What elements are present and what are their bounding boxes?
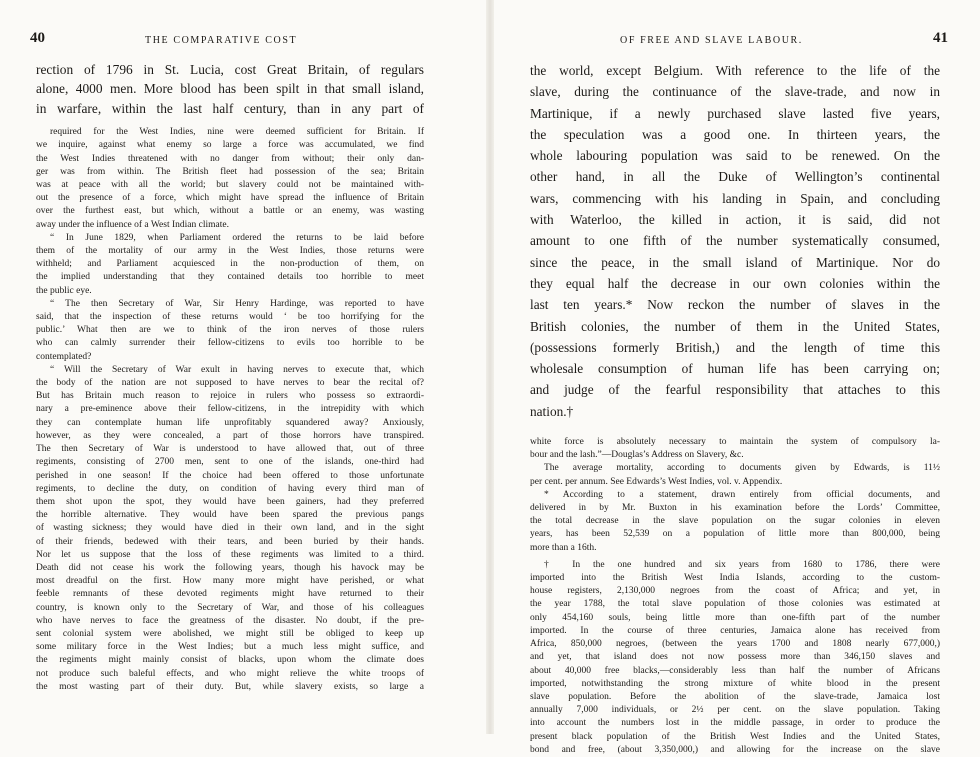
- text-line: since the peace, in the small island of Martinique. Nor do: [530, 254, 940, 270]
- footnote-line: they can contemplate human life unprofitably squandered away? Anxiously,: [36, 417, 424, 428]
- left-page: [0, 0, 490, 734]
- text-line: wholesale consumption of human life has been carrying on;: [530, 361, 940, 377]
- text-line: British colonies, the number of them in the United States,: [530, 318, 940, 334]
- footnote-line: Africa, 850,000 negroes, (between the years 1700 and 1808 nearly 677,000,): [530, 639, 940, 650]
- footnote-line: But has Britain much reason to rejoice in rulers who possess so extraordi-: [36, 391, 424, 402]
- footnote-line: the West Indies threatened with no danger from without; their only dan-: [36, 153, 424, 164]
- footnote-line: the horrible alternative. They would have been spared the previous pangs: [36, 510, 424, 521]
- footnote-line: them shot upon the spot, they would have been gainers, had they preferred: [36, 496, 424, 507]
- text-line: the world, except Belgium. With reference to the life of the: [530, 63, 940, 78]
- text-line: wars, commencing with his landing in Spain, and concluding: [530, 190, 940, 206]
- text-line: rection of 1796 in St. Lucia, cost Great Britain, of regulars: [36, 62, 424, 77]
- page-number: 41: [933, 30, 948, 46]
- text-line: Martinique, if a newly purchased slave lasted five years,: [530, 105, 940, 121]
- footnote-line: said, that the inspection of these returns would ‘ be too horrifying for the: [36, 312, 424, 323]
- page-body: [530, 60, 940, 757]
- text-line: with Waterloo, the killed in action, it is said, did not: [530, 212, 940, 228]
- footnote-line: “ The then Secretary of War, Sir Henry Hardinge, was reported to have: [50, 298, 424, 309]
- footnote-line: about 40,000 free blacks,—considerably less than half the number of Africans: [530, 665, 940, 676]
- footnote-line: † In the one hundred and six years from 1680 to 1786, there were: [544, 559, 940, 570]
- footnote-line: of their friends, bedewed with their tears, and been buried by their hands.: [36, 536, 424, 547]
- footnote-line: not produce such baleful effects, and who might relieve the white troops of: [36, 668, 424, 679]
- text-line: last ten years.* Now reckon the number of slaves in the: [530, 297, 940, 313]
- footnote-line: more than a 16th.: [530, 542, 597, 553]
- footnote-line: annually 7,000 individuals, or 2½ per cent. on the slave population. Taking: [530, 705, 940, 716]
- text-line: the speculation was a good one. In thirteen years, the: [530, 126, 940, 142]
- footnote-line: regiments, consisting of 2700 men, sent to one of the islands, one-third had: [36, 457, 424, 468]
- footnote-line: most dreadful on the first. How many more might have perished, or what: [36, 576, 424, 587]
- footnote-line: however, as they were concealed, a part of those horrors have transpired.: [36, 430, 424, 441]
- footnote-line: white force is absolutely necessary to maintain the system of compulsory la-: [530, 437, 940, 448]
- footnote-line: imported into the British West India Islands, according to the custom-: [530, 573, 940, 584]
- main-text: [530, 60, 940, 422]
- text-line: slave, during the continuance of the slave-trade, and now in: [530, 84, 940, 100]
- main-text: [36, 60, 424, 118]
- footnote-line: perished in one season! If the choice had been offered to those unfortunate: [36, 470, 424, 481]
- footnote-line: Nor let us suppose that the loss of these regiments was limited to a third.: [36, 549, 424, 560]
- footnote-line: the regiments might mainly consist of blacks, upon whom the climate does: [36, 655, 424, 666]
- footnote-line: who can calmly surrender their fellow-citizens to evils too horrible to be: [36, 338, 424, 349]
- footnote-line: bour and the lash.”—Douglas’s Address on Slavery, &c.: [530, 450, 744, 461]
- footnote-line: slave population. Before the abolition of the slave-trade, Jamaica lost: [530, 691, 940, 702]
- footnote-line: years, has been 52,539 on a population of little more than 800,000, being: [530, 529, 940, 540]
- text-line: amount to one fifth of the number systematically consumed,: [530, 233, 940, 249]
- footnote-line: Death did not cease his work the following years, though his havock may be: [36, 562, 424, 573]
- footnote-line: * According to a statement, drawn entirely from official documents, and: [544, 489, 940, 500]
- footnote-line: only 454,160 souls, being little more than one-fifth part of the number: [530, 612, 940, 623]
- footnote-line: per cent. per annum. See Edwards’s West Indies, vol. v. Appendix.: [530, 476, 783, 487]
- footnote-line: ger was from within. The British fleet had possession of the sea; Britain: [36, 166, 424, 177]
- footnote-line: The average mortality, according to documents given by Edwards, is 11½: [544, 463, 940, 474]
- footnote-line: away under the influence of a West Indian climate.: [36, 219, 229, 230]
- footnote-line: country, is known only to the Secretary of War, and those of his colleagues: [36, 602, 424, 613]
- footnote-line: regiments, to decline the duty, on condition of having every third man of: [36, 483, 424, 494]
- footnote-line: we inquire, against what enemy so large a force was accumulated, we find: [36, 140, 424, 151]
- footnote-line: the implied understanding that they contained details too horrible to meet: [36, 272, 424, 283]
- footnote-line: who have nerves to face the greatness of the disaster. No doubt, if the pre-: [36, 615, 424, 626]
- footnote-line: the most wasting part of their duty. But, while slavery exists, so large a: [36, 681, 424, 692]
- footnote-line: present black population of the British West Indies and the United States,: [530, 731, 940, 742]
- footnote-line: of wasting sickness; they would have died in their own land, and in the sight: [36, 523, 424, 534]
- footnote-line: delivered in by Mr. Buxton in his examination before the Lords’ Committee,: [530, 503, 940, 514]
- footnote-line: withheld; and Parliament acquiesced in the non-production of them, on: [36, 259, 424, 270]
- text-line: and judge of the fearful responsibility that attaches to this: [530, 382, 940, 398]
- footnote-line: them of the mortality of our army in the West Indies, those returns were: [36, 246, 424, 257]
- running-head: OF FREE AND SLAVE LABOUR.: [620, 35, 803, 46]
- footnote-line: required for the West Indies, nine were deemed sufficient for Britain. If: [50, 127, 424, 138]
- text-line: in warfare, within the last half century, than in any part of: [36, 100, 424, 116]
- footnote-line: was at peace with all the world; but slavery could not be maintained with-: [36, 180, 424, 191]
- text-line: other hand, in all the Duke of Wellington’s continental: [530, 169, 940, 185]
- footnote-line: contemplated?: [36, 351, 92, 362]
- footnote-text: [36, 126, 424, 694]
- footnote-line: nary a pre-eminence above their fellow-citizens, in the intrepidity with which: [36, 404, 424, 415]
- right-page: [490, 0, 980, 755]
- footnote-line: and yet, that island does not now possess more than 346,150 slaves and: [530, 652, 940, 663]
- footnote-line: house registers, 2,130,000 negroes from the coast of Africa; and yet, in: [530, 586, 940, 597]
- footnote-line: the body of the nation are not supposed to have nerves to bear the recital of?: [36, 378, 424, 389]
- footnote-line: “ Will the Secretary of War exult in having nerves to execute that, which: [50, 364, 424, 375]
- text-line: alone, 4000 men. More blood has been spilt in that small island,: [36, 81, 424, 97]
- footnote-line: the total decrease in the slave population on the sugar colonies in eleven: [530, 516, 940, 527]
- footnote-line: some military force in the West Indies; but a much less might suffice, and: [36, 642, 424, 653]
- footnote-line: bond and free, (about 3,350,000,) and allowing for the increase on the slave: [530, 744, 940, 755]
- footnote-line: imported, notwithstanding the strong mixture of white blood in the present: [530, 678, 940, 689]
- footnote-line: into account the numbers lost in the middle passage, in order to produce the: [530, 718, 940, 729]
- text-line: (possessions formerly British,) and the length of time this: [530, 339, 940, 355]
- footnote-line: the public eye.: [36, 285, 92, 296]
- running-head: THE COMPARATIVE COST: [145, 35, 298, 46]
- page-number: 40: [30, 30, 45, 46]
- footnote-line: out the presence of a force, which might have spread the influence of Britain: [36, 193, 424, 204]
- page-body: [36, 60, 424, 694]
- footnote-line: The then Secretary of War is understood to have allowed that, out of three: [36, 444, 424, 455]
- footnote-line: feeble remnants of these devoted regiments might have returned to their: [36, 589, 424, 600]
- text-line: they equal half the decrease in our own colonies within the: [530, 275, 940, 291]
- text-line: whole labouring population was said to be renewed. On the: [530, 148, 940, 164]
- text-line: nation.†: [530, 403, 574, 419]
- footnote-line: sent colonial system were abolished, we might still be obliged to keep up: [36, 628, 424, 639]
- footnote-line: public.’ What then are we to think of the iron nerves of those rulers: [36, 325, 424, 336]
- footnote-line: over the furthest east, but which, without a battle or an enemy, was wasting: [36, 206, 424, 217]
- footnote-line: “ In June 1829, when Parliament ordered the returns to be laid before: [50, 232, 424, 243]
- footnote-text: [530, 436, 940, 757]
- footnote-line: imported. In the course of three centuries, Jamaica alone has received from: [530, 625, 940, 636]
- footnote-line: the year 1788, the total slave population of those colonies was estimated at: [530, 599, 940, 610]
